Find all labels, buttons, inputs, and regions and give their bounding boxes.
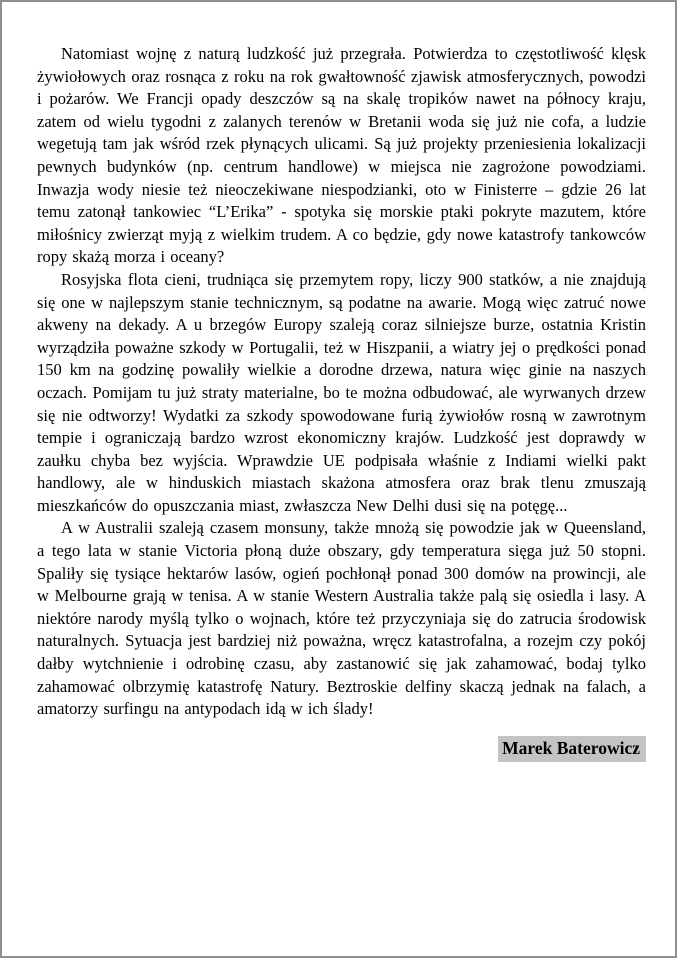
author-line bbox=[37, 736, 646, 762]
paragraph-1: Natomiast wojnę z naturą ludzkość już przegrała. Potwierdza to częstotliwość klęsk żywiołowych oraz rosnąca z roku na rok gwałtowność zjawisk atmosferycznych, powodzi i pożarów. We Francji opady deszczów są na skalę tropików nawet na północy kraju, zatem od wielu tygodni z zalanych terenów w Bretanii woda się już nie cofa, a ludzie wegetują tam jak wśród rzek płynących ulicami. Są już projekty przeniesienia lokalizacji pewnych budynków (np. centrum handlowe) w miejsca nie zagrożone powodziami. Inwazja wody niesie też nieoczekiwane niespodzianki, oto w Finisterre – gdzie 26 lat temu zatonął tankowiec “L’Erika” - spotyka się morskie ptaki pokryte mazutem, które miłośnicy zwierząt myją z wielkim trudem. A co będzie, gdy nowe katastrofy tankowców ropy skażą morza i oceany? bbox=[37, 44, 646, 267]
author-name: Marek Baterowicz bbox=[498, 736, 646, 762]
paragraph-2: Rosyjska flota cieni, trudniąca się przemytem ropy, liczy 900 statków, a nie znajdują się one w najlepszym stanie technicznym, są podatne na awarie. Mogą więc zatruć nowe akweny na dekady. A u brzegów Europy szaleją coraz silniejsze burze, ostatnia Kristin wyrządziła poważne szkody w Portugalii, też w Hiszpanii, a wiatry jej o prędkości ponad 150 km na godzinę powaliły wielkie a dorodne drzewa, natura więc ginie na naszych oczach. Pomijam tu już straty materialne, bo te można odbudować, ale wyrwanych drzew się nie odtworzy! Wydatki za szkody spowodowane furią żywiołów rosną w zawrotnym tempie i ograniczają bardzo wzrost ekonomiczny krajów. Ludzkość jest doprawdy w zaułku chyba bez wyjścia. Wprawdzie UE podpisała właśnie z Indiami wielki pakt handlowy, ale w hinduskich miastach skażona atmosfera oraz brak tlenu zmuszają mieszkańców do opuszczania miast, zwłaszcza New Delhi dusi się na potęgę... bbox=[37, 269, 646, 515]
paragraph-3: A w Australii szaleją czasem monsuny, także mnożą się powodzie jak w Queensland, a tego lata w stanie Victoria płoną duże obszary, gdy temperatura sięga już 50 stopni. Spaliły się tysiące hektarów lasów, ogień pochłonął ponad 300 domów na prowincji, ale w Melbourne grają w tenisa. A w stanie Western Australia także palą się osiedla i lasy. A niektóre narody myślą tylko o wojnach, które też przyczyniaja się do zatrucia środowisk naturalnych. Sytuacja jest bardziej niż poważna, wręcz katastrofalna, a rozejm czy pokój dałby wytchnienie i odrobinę czasu, aby zastanowić się jak zahamować, bodaj tylko zahamować olbrzymię katastrofę Natury. Beztroskie delfiny skaczą jednak na falach, a amatorzy surfingu na antypodach idą w ich ślady! bbox=[37, 518, 646, 719]
